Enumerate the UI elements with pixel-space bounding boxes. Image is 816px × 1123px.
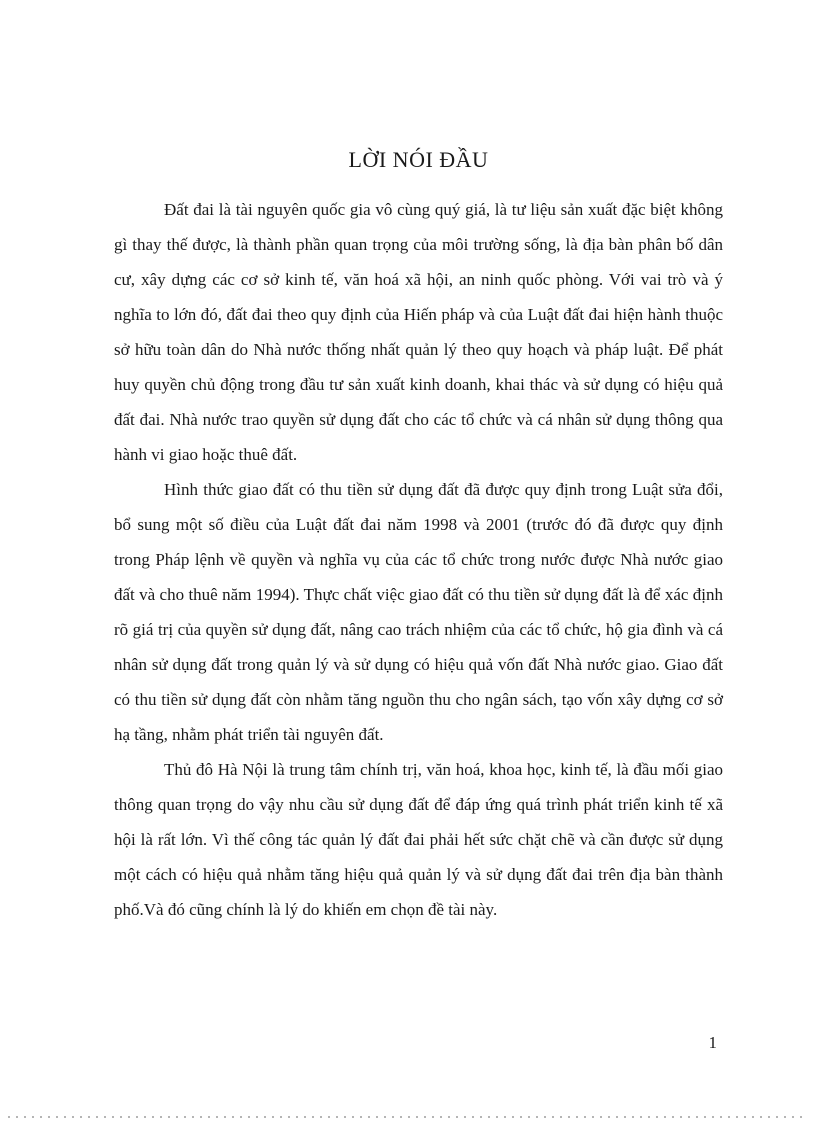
intro-paragraph-2: Hình thức giao đất có thu tiền sử dụng đất đã được quy định trong Luật sửa đổi, bổ sung một số điều của Luật đất đai năm 1998 và 2001 (trước đó đã được quy định trong Pháp lệnh về quyền và nghĩa vụ của các tổ chức trong nước được Nhà nước giao đất và cho thuê năm 1994). Thực chất việc giao đất có thu tiền sử dụng đất là để xác định rõ giá trị của quyền sử dụng đất, nâng cao trách nhiệm của các tổ chức, hộ gia đình và cá nhân sử dụng đất trong quản lý và sử dụng có hiệu quả vốn đất Nhà nước giao. Giao đất có thu tiền sử dụng đất còn nhằm tăng nguồn thu cho ngân sách, tạo vốn xây dựng cơ sở hạ tầng, nhằm phát triển tài nguyên đất. <box>114 480 723 744</box>
page-title: LỜI NÓI ĐẦU <box>348 147 489 172</box>
page-break-dotted-line <box>8 1116 806 1118</box>
intro-paragraph-1: Đất đai là tài nguyên quốc gia vô cùng quý giá, là tư liệu sản xuất đặc biệt không gì thay thế được, là thành phần quan trọng của môi trường sống, là địa bàn phân bố dân cư, xây dựng các cơ sở kinh tế, văn hoá xã hội, an ninh quốc phòng. Với vai trò và ý nghĩa to lớn đó, đất đai theo quy định của Hiến pháp và của Luật đất đai hiện hành thuộc sở hữu toàn dân do Nhà nước thống nhất quản lý theo quy hoạch và pháp luật. Để phát huy quyền chủ động trong đầu tư sản xuất kinh doanh, khai thác và sử dụng có hiệu quả đất đai. Nhà nước trao quyền sử dụng đất cho các tổ chức và cá nhân sử dụng thông qua hành vi giao hoặc thuê đất. <box>114 200 723 464</box>
document-content <box>114 146 723 927</box>
intro-paragraph-3: Thủ đô Hà Nội là trung tâm chính trị, văn hoá, khoa học, kinh tế, là đầu mối giao thông quan trọng do vậy nhu cầu sử dụng đất để đáp ứng quá trình phát triển kinh tế xã hội là rất lớn. Vì thế công tác quản lý đất đai phải hết sức chặt chẽ và cần được sử dụng một cách có hiệu quả nhằm tăng hiệu quả quản lý và sử dụng đất đai trên địa bàn thành phố.Và đó cũng chính là lý do khiến em chọn đề tài này. <box>114 760 723 919</box>
page-number: 1 <box>708 1033 717 1052</box>
